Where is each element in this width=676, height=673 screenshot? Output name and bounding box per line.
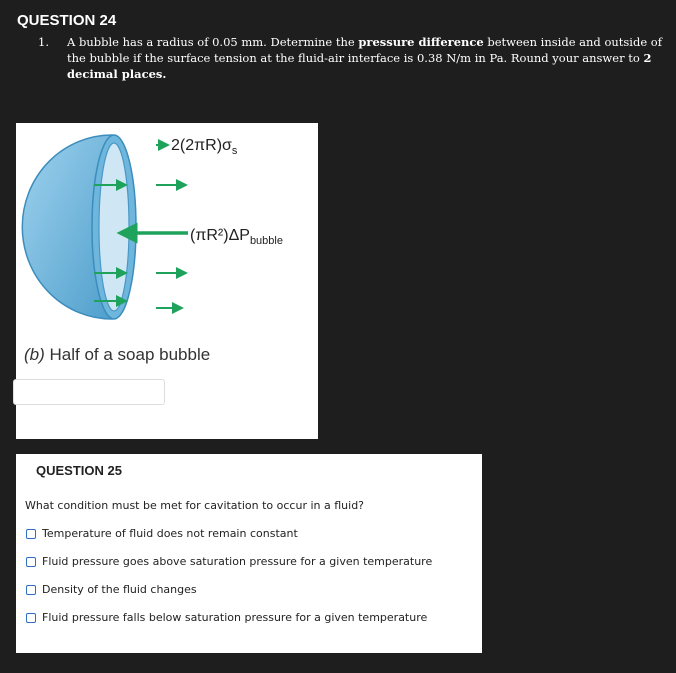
caption-text: Half of a soap bubble bbox=[44, 345, 211, 364]
question-number: 1. bbox=[38, 35, 49, 49]
option-label: Density of the fluid changes bbox=[42, 583, 197, 596]
option-3[interactable] bbox=[26, 583, 197, 596]
checkbox[interactable] bbox=[26, 557, 36, 567]
option-1[interactable] bbox=[26, 527, 298, 540]
bubble-figure bbox=[16, 123, 318, 439]
tension-label: $2(2\pi R)\sigma_s$ bbox=[171, 137, 238, 157]
figure-caption bbox=[24, 345, 210, 365]
option-label: Temperature of fluid does not remain constant bbox=[42, 527, 298, 540]
checkbox[interactable] bbox=[26, 585, 36, 595]
question-24-title: QUESTION 24 bbox=[17, 12, 117, 29]
question-text-part: between inside and outside of the bubble if the surface tension at the fluid-air interface is 0.38 N/m in Pa. Round your answer to bbox=[67, 35, 662, 65]
question-bold-term: 2 decimal places. bbox=[67, 51, 652, 81]
caption-prefix: (b) bbox=[24, 345, 45, 364]
half-bubble-diagram bbox=[16, 123, 318, 353]
question-25-panel bbox=[16, 454, 482, 653]
question-24-text bbox=[67, 34, 667, 82]
question-25-title: QUESTION 25 bbox=[36, 463, 122, 478]
option-label: Fluid pressure falls below saturation pressure for a given temperature bbox=[42, 611, 428, 624]
checkbox[interactable] bbox=[26, 529, 36, 539]
answer-input[interactable] bbox=[13, 379, 165, 405]
bubble-rim-inner bbox=[99, 143, 129, 311]
option-4[interactable] bbox=[26, 611, 427, 624]
option-2[interactable] bbox=[26, 555, 432, 568]
question-bold-term: pressure difference bbox=[358, 35, 484, 49]
question-25-text: What condition must be met for cavitation to occur in a fluid? bbox=[25, 499, 365, 512]
pressure-label: $(\pi R^2)\Delta P_{bubble}$ bbox=[190, 227, 283, 247]
question-text-part: A bubble has a radius of 0.05 mm. Determine the bbox=[67, 35, 359, 49]
checkbox[interactable] bbox=[26, 613, 36, 623]
option-label: Fluid pressure goes above saturation pressure for a given temperature bbox=[42, 555, 433, 568]
